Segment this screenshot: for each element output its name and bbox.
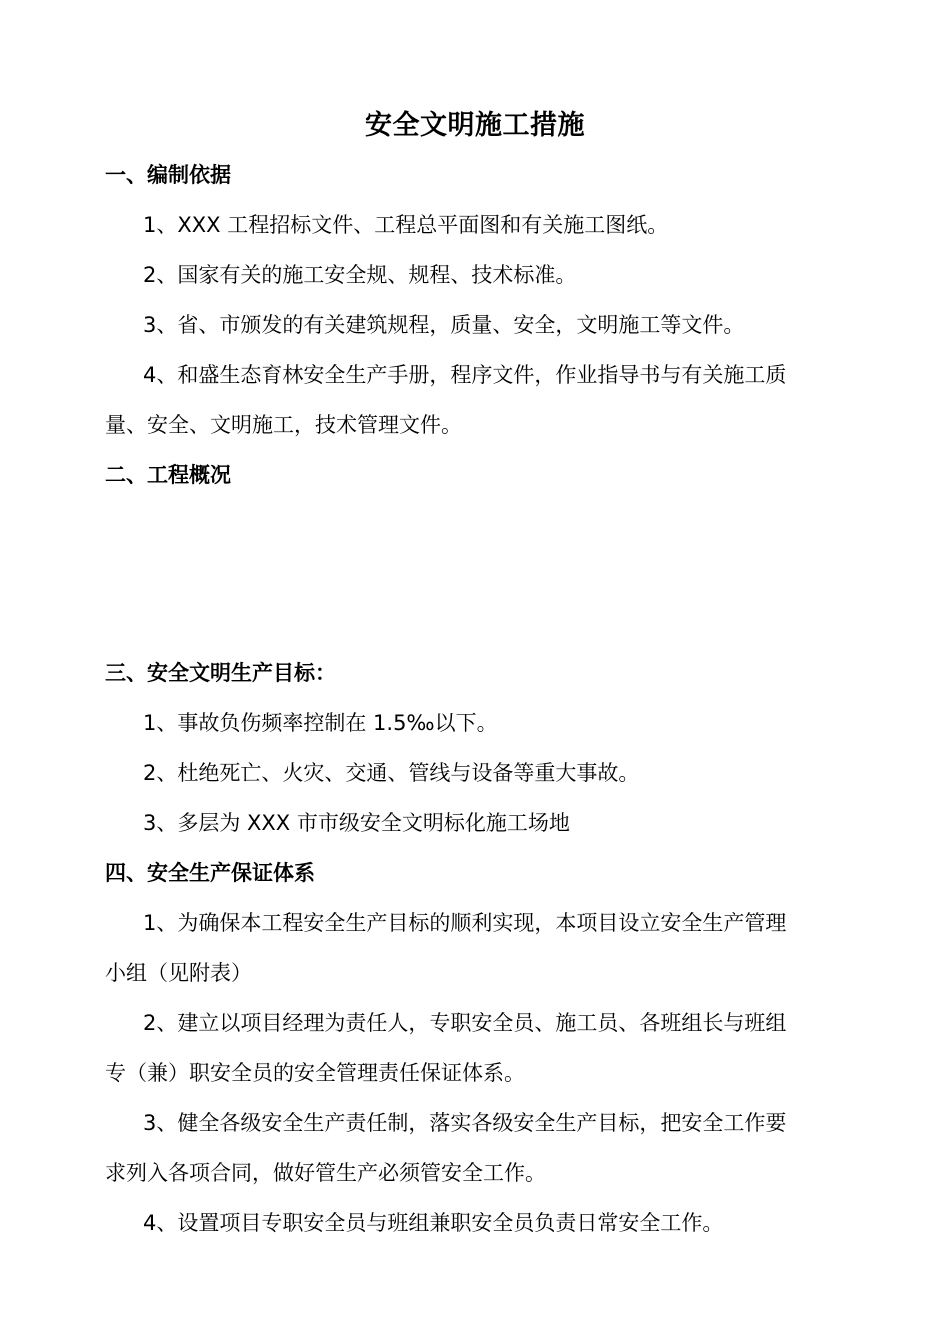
paragraph-line: 1、为确保本工程安全生产目标的顺利实现，本项目设立安全生产管理 — [143, 911, 787, 935]
paragraph-line: 3、多层为 XXX 市市级安全文明标化施工场地 — [143, 811, 570, 835]
paragraph-line: 2、杜绝死亡、火灾、交通、管线与设备等重大事故。 — [143, 761, 640, 785]
paragraph-line: 专（兼）职安全员的安全管理责任保证体系。 — [105, 1061, 525, 1085]
paragraph-line: 1、XXX 工程招标文件、工程总平面图和有关施工图纸。 — [143, 213, 669, 237]
paragraph-line: 2、国家有关的施工安全规、规程、技术标准。 — [143, 263, 577, 287]
paragraph-line: 1、事故负伤频率控制在 1.5‰以下。 — [143, 711, 498, 735]
paragraph-line: 4、和盛生态育林安全生产手册，程序文件，作业指导书与有关施工质 — [143, 363, 787, 387]
section-heading-system: 四、安全生产保证体系 — [105, 861, 315, 885]
paragraph-line: 2、建立以项目经理为责任人，专职安全员、施工员、各班组长与班组 — [143, 1011, 787, 1035]
section-heading-basis: 一、编制依据 — [105, 163, 231, 187]
paragraph-line: 3、健全各级安全生产责任制，落实各级安全生产目标，把安全工作要 — [143, 1111, 787, 1135]
section-heading-overview: 二、工程概况 — [105, 463, 231, 487]
paragraph-line: 3、省、市颁发的有关建筑规程，质量、安全，文明施工等文件。 — [143, 313, 745, 337]
paragraph-line: 量、安全、文明施工，技术管理文件。 — [105, 413, 462, 437]
paragraph-line: 小组（见附表） — [105, 961, 252, 985]
paragraph-line: 求列入各项合同，做好管生产必须管安全工作。 — [105, 1161, 546, 1185]
section-heading-goals: 三、安全文明生产目标： — [105, 661, 336, 685]
paragraph-line: 4、设置项目专职安全员与班组兼职安全员负责日常安全工作。 — [143, 1211, 724, 1235]
document-title: 安全文明施工措施 — [365, 110, 585, 141]
